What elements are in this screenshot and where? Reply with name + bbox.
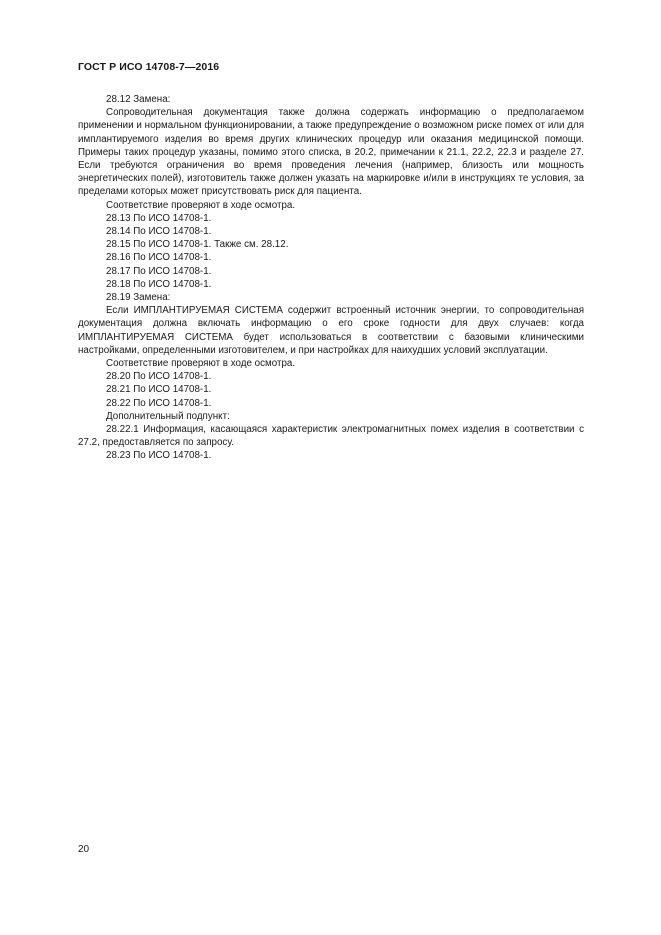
clause-line: Соответствие проверяют в ходе осмотра. xyxy=(106,199,296,211)
page-header: ГОСТ Р ИСО 14708-7—2016 xyxy=(78,61,220,73)
clause-line: 28.12 Замена: xyxy=(106,94,171,105)
body-paragraph: Сопроводительная документация также должна содержать информацию о предполагаемом применении и нормальном функционировании, а также предупреждение о возможном риске помех от или для имплантируемого изделия во время других клинических процедур или оказания медицинской помощи. Примеры таких процедур указаны, помимо этого списка, в 20.2, примечании к 21.1, 22.2, 22.3 и разделе 27. Если требуются ограничения во время проведения лечения (например, близость или мощность энергетических полей), изготовитель также должен указать на маркировке и/или в инструкциях те условия, за пределами которых может присутствовать риск для пациента. xyxy=(78,107,584,198)
page-number: 20 xyxy=(78,844,90,855)
clause-line: 28.16 По ИСО 14708-1. xyxy=(106,252,212,264)
clause-line: 28.22 По ИСО 14708-1. xyxy=(106,397,212,409)
clause-line: 28.23 По ИСО 14708-1. xyxy=(106,450,212,462)
clause-line: Дополнительный подпункт: xyxy=(106,410,230,422)
clause-line: 28.18 По ИСО 14708-1. xyxy=(106,278,212,290)
clause-line: 28.21 По ИСО 14708-1. xyxy=(106,384,212,396)
clause-line: 28.17 По ИСО 14708-1. xyxy=(106,265,212,277)
clause-line: Соответствие проверяют в ходе осмотра. xyxy=(106,358,296,370)
clause-line: 28.13 По ИСО 14708-1. xyxy=(106,212,212,224)
body-paragraph: 28.22.1 Информация, касающаяся характеристик электромагнитных помех изделия в соответствии с 27.2, предоставляется по запросу. xyxy=(78,424,584,449)
clause-line: 28.19 Замена: xyxy=(106,292,171,304)
clause-line: 28.20 По ИСО 14708-1. xyxy=(106,371,212,383)
clause-line: 28.15 По ИСО 14708-1. Также см. 28.12. xyxy=(106,239,289,251)
clause-line: 28.14 По ИСО 14708-1. xyxy=(106,226,212,238)
document-body xyxy=(78,93,584,463)
body-paragraph: Если ИМПЛАНТИРУЕМАЯ СИСТЕМА содержит встроенный источник энергии, то сопроводительная документация должна включать информацию о его сроке годности для двух случаев: когда ИМПЛАНТИРУЕМАЯ СИСТЕМА будет использоваться в соответствии с базовыми клиническими настройками, определенными изготовителем, и при настройках для наихудших условий эксплуатации. xyxy=(78,305,584,356)
